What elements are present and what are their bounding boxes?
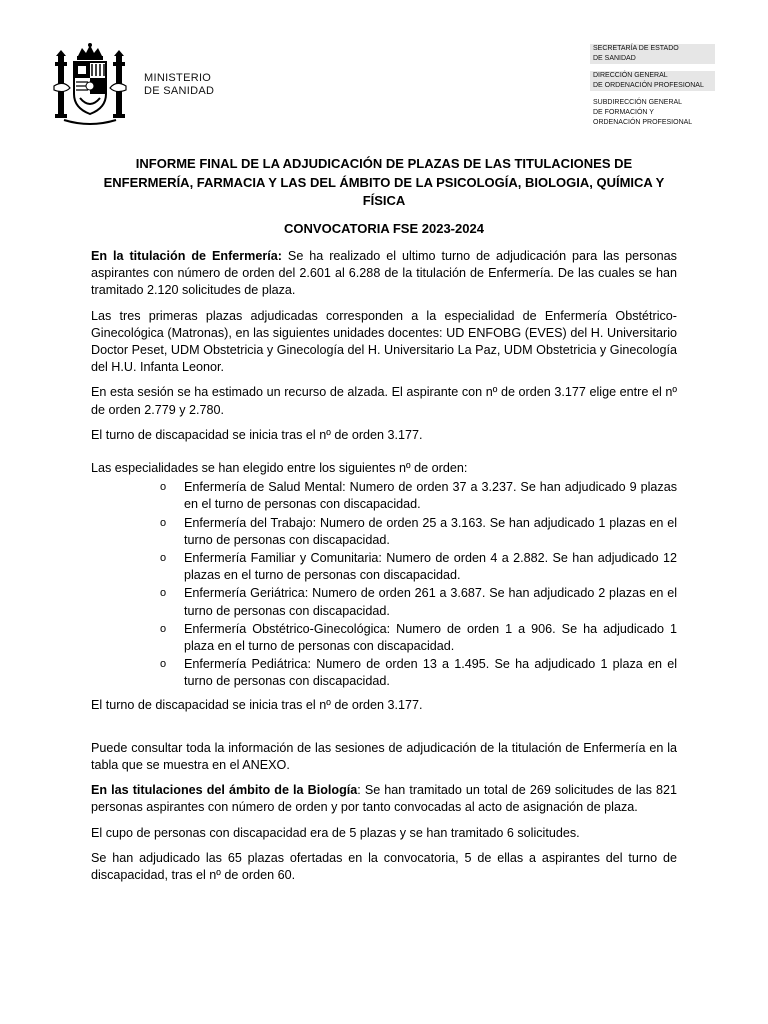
document-title: INFORME FINAL DE LA ADJUDICACIÓN DE PLAZAS DE LAS TITULACIONES DE ENFERMERÍA, FARMACIA Y LAS DEL ÁMBITO DE LA PSICOLOGÍA, BIOLOGIA, QUÍMICA Y FÍSICA — [103, 156, 665, 208]
list-item — [160, 515, 677, 549]
list-item-text: Enfermería del Trabajo: Numero de orden 25 a 3.163. Se han adjudicado 1 plazas en el turno de personas con discapacidad. — [184, 515, 677, 547]
section-label: En la titulación de Enfermería: — [91, 249, 282, 263]
department-line: SECRETARÍA DE ESTADO — [593, 45, 679, 52]
paragraph-matronas: Las tres primeras plazas adjudicadas corresponden a la especialidad de Enfermería Obstétrico-Ginecológica (Matronas), en las siguientes unidades docentes: UD ENFOBG (EVES) del H. Universitario Doctor Peset, UDM Obstetricia y Ginecología del H. Universitario La Paz, UDM Obstetricia y Ginecología del H.U. Infanta Leonor. — [91, 308, 677, 375]
list-item-text: Enfermería de Salud Mental: Numero de orden 37 a 3.237. Se han adjudicado 9 plazas en el turno de personas con discapacidad. — [184, 480, 677, 512]
list-item-text: Enfermería Geriátrica: Numero de orden 261 a 3.687. Se han adjudicado 2 plazas en el turno de personas con discapacidad. — [184, 586, 677, 618]
department-line: DE ORDENACIÓN PROFESIONAL — [593, 82, 704, 89]
document-subtitle: CONVOCATORIA FSE 2023-2024 — [284, 221, 484, 236]
department-line: SUBDIRECCIÓN GENERAL — [593, 99, 683, 106]
department-subdireccion — [590, 98, 715, 128]
paragraph-cupo: El cupo de personas con discapacidad era de 5 plazas y se han tramitado 6 solicitudes. — [91, 825, 580, 840]
list-item — [160, 585, 677, 619]
list-item — [160, 656, 677, 690]
bullet-icon: o — [160, 481, 167, 494]
paragraph-recurso: En esta sesión se ha estimado un recurso de alzada. El aspirante con nº de orden 3.177 elige entre el nº de orden 2.779 y 2.780. — [91, 385, 677, 417]
bullet-icon: o — [160, 587, 167, 600]
list-item-text: Enfermería Pediátrica: Numero de orden 13 a 1.495. Se ha adjudicado 1 plaza en el turno de personas con discapacidad. — [184, 657, 677, 689]
section-label: En las titulaciones del ámbito de la Biología — [91, 783, 358, 798]
department-secretaria — [590, 44, 715, 64]
list-item-text: Enfermería Familiar y Comunitaria: Numero de orden 4 a 2.882. Se han adjudicado 12 plazas en el turno de personas con discapacidad. — [184, 551, 677, 583]
bullet-icon: o — [160, 516, 167, 529]
specialties-list — [91, 479, 677, 690]
bullet-icon: o — [160, 552, 167, 565]
paragraph-discapacidad-2: El turno de discapacidad se inicia tras el nº de orden 3.177. — [91, 697, 423, 712]
department-line: DE SANIDAD — [593, 55, 636, 62]
paragraph-anexo: Puede consultar toda la información de las sesiones de adjudicación de la titulación de Enfermería en la tabla que se muestra en el ANEXO. — [91, 740, 677, 773]
paragraph-adjudicadas: Se han adjudicado las 65 plazas ofertadas en la convocatoria, 5 de ellas a aspirantes del turno de discapacidad, tras el nº de orden 60. — [91, 850, 677, 883]
ministry-logo — [50, 42, 214, 128]
ministry-line-2: DE SANIDAD — [144, 85, 215, 97]
ministry-line-1: MINISTERIO — [144, 72, 212, 84]
department-direccion — [590, 71, 715, 91]
paragraph-text: : Se han tramitado un total de 269 solicitudes de las 821 personas aspirantes con número de orden y por tanto convocadas al acto de asignación de plaza. — [91, 783, 677, 815]
ministry-name — [144, 72, 214, 98]
list-item — [160, 621, 677, 655]
paragraph-discapacidad: El turno de discapacidad se inicia tras el nº de orden 3.177. — [91, 427, 423, 442]
paragraph-text: Se ha realizado el ultimo turno de adjudicación para las personas aspirantes con número de orden del 2.601 al 6.288 de la titulación de Enfermería. De las cuales se han tramitado 2.120 solicitudes de plaza. — [91, 249, 677, 298]
list-item — [160, 479, 677, 513]
paragraph-especialidades-intro: Las especialidades se han elegido entre los siguientes nº de orden: — [91, 461, 468, 476]
document-body — [91, 248, 677, 892]
bullet-icon: o — [160, 622, 167, 635]
department-sidebar — [590, 44, 715, 131]
department-line: DE FORMACIÓN Y — [593, 109, 654, 116]
department-line: ORDENACIÓN PROFESIONAL — [593, 119, 693, 126]
list-item — [160, 550, 677, 584]
department-line: DIRECCIÓN GENERAL — [593, 72, 668, 79]
list-item-text: Enfermería Obstétrico-Ginecológica: Numero de orden 1 a 906. Se ha adjudicado 1 plaza en el turno de personas con discapacidad. — [184, 621, 677, 654]
bullet-icon: o — [160, 658, 167, 671]
paragraph-enfermeria-intro — [91, 248, 677, 300]
coat-of-arms-icon — [50, 42, 130, 128]
paragraph-biologia — [91, 782, 677, 816]
